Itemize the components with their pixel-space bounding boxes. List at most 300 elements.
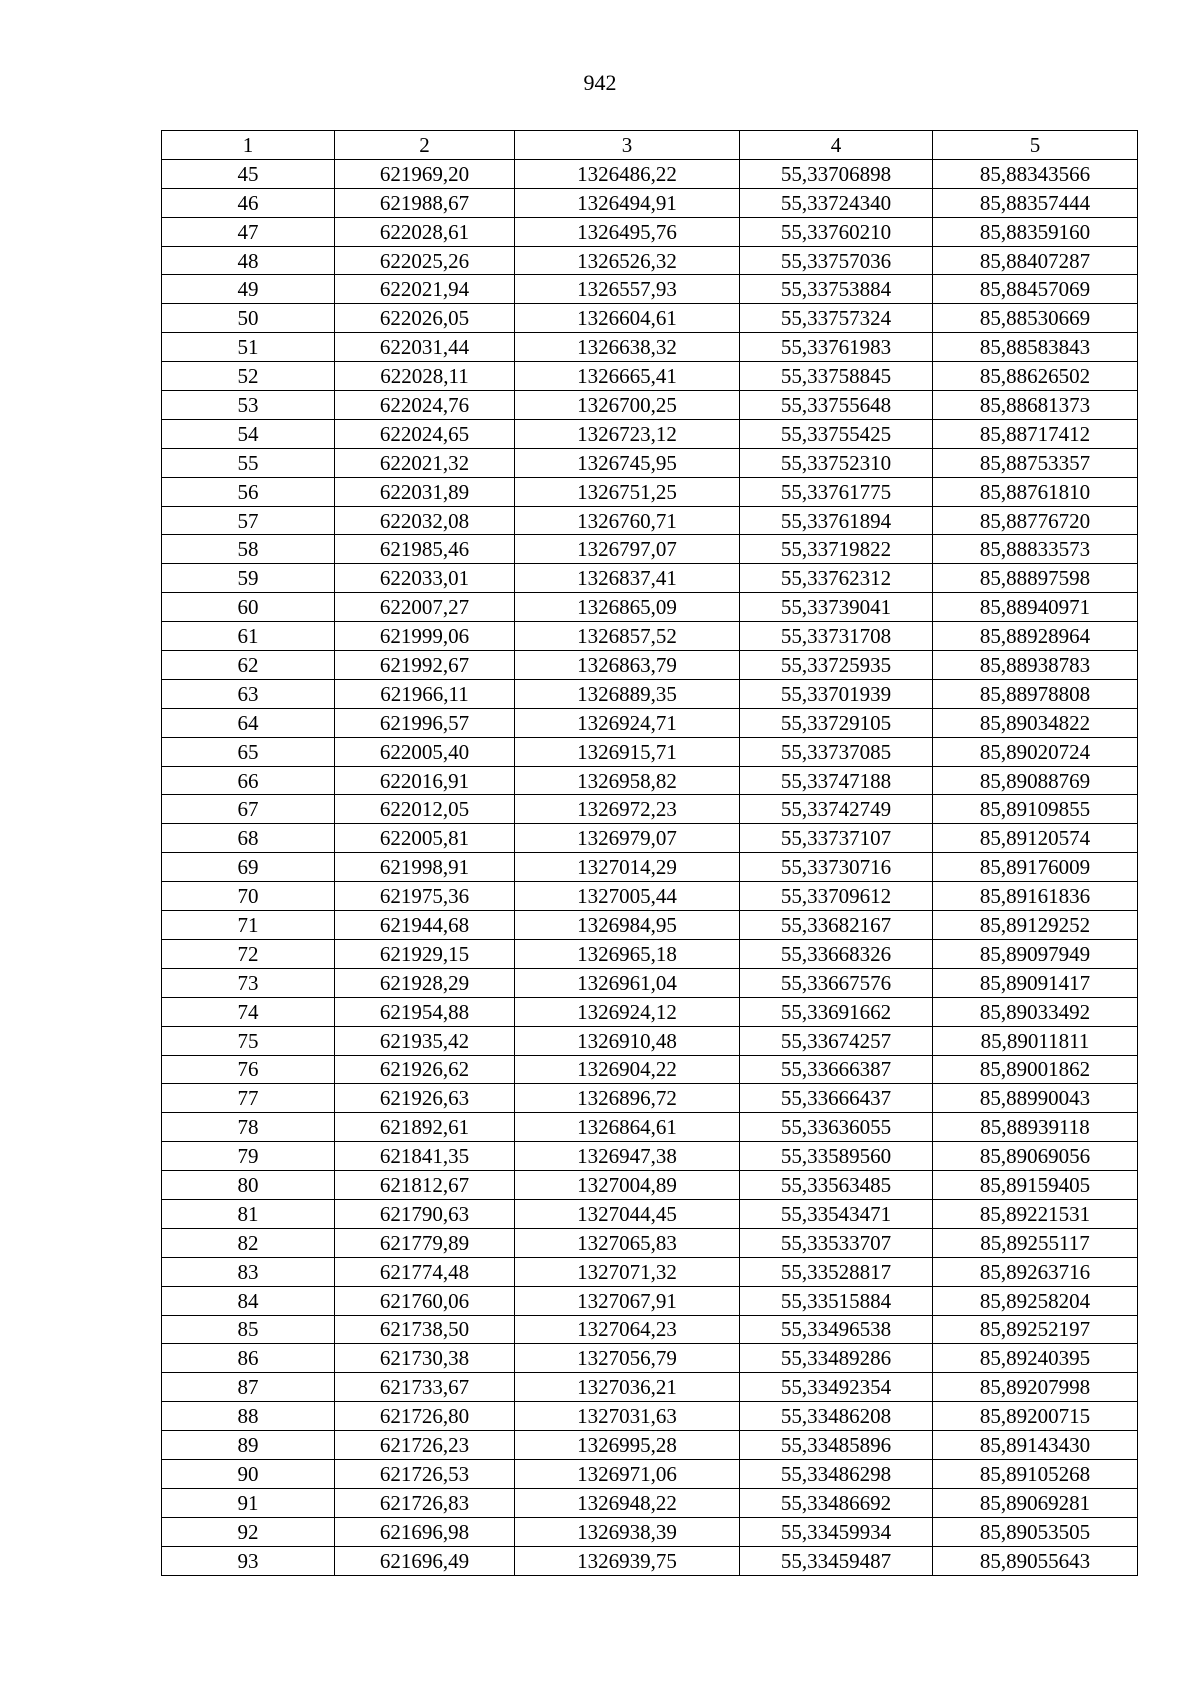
table-cell: 1326915,71 xyxy=(515,737,740,766)
table-cell: 621988,67 xyxy=(335,188,515,217)
table-row xyxy=(162,824,1138,853)
table-cell: 621892,61 xyxy=(335,1113,515,1142)
table-cell: 79 xyxy=(162,1142,335,1171)
table-cell: 621926,62 xyxy=(335,1055,515,1084)
table-cell: 622012,05 xyxy=(335,795,515,824)
table-cell: 85,89034822 xyxy=(933,708,1138,737)
table-cell: 55,33742749 xyxy=(740,795,933,824)
table-cell: 621992,67 xyxy=(335,651,515,680)
table-row xyxy=(162,1373,1138,1402)
table-row xyxy=(162,1431,1138,1460)
column-header: 1 xyxy=(162,131,335,160)
table-cell: 78 xyxy=(162,1113,335,1142)
table-cell: 1326995,28 xyxy=(515,1431,740,1460)
table-cell: 621966,11 xyxy=(335,679,515,708)
table-row xyxy=(162,159,1138,188)
table-cell: 89 xyxy=(162,1431,335,1460)
table-cell: 85,88940971 xyxy=(933,593,1138,622)
table-cell: 1327044,45 xyxy=(515,1199,740,1228)
table-cell: 622021,32 xyxy=(335,448,515,477)
table-cell: 621841,35 xyxy=(335,1142,515,1171)
table-cell: 621812,67 xyxy=(335,1171,515,1200)
table-cell: 621969,20 xyxy=(335,159,515,188)
table-cell: 86 xyxy=(162,1344,335,1373)
table-cell: 1326904,22 xyxy=(515,1055,740,1084)
table-cell: 92 xyxy=(162,1517,335,1546)
table-cell: 71 xyxy=(162,911,335,940)
table-cell: 85,89176009 xyxy=(933,853,1138,882)
table-cell: 1326984,95 xyxy=(515,911,740,940)
table-cell: 1326889,35 xyxy=(515,679,740,708)
table-cell: 70 xyxy=(162,882,335,911)
table-cell: 621779,89 xyxy=(335,1228,515,1257)
table-cell: 53 xyxy=(162,391,335,420)
table-row xyxy=(162,333,1138,362)
table-cell: 85,89221531 xyxy=(933,1199,1138,1228)
table-row xyxy=(162,1459,1138,1488)
column-header: 3 xyxy=(515,131,740,160)
table-row xyxy=(162,535,1138,564)
table-cell: 622028,61 xyxy=(335,217,515,246)
table-cell: 65 xyxy=(162,737,335,766)
table-cell: 55,33725935 xyxy=(740,651,933,680)
table-cell: 1326910,48 xyxy=(515,1026,740,1055)
table-cell: 55,33496538 xyxy=(740,1315,933,1344)
table-row xyxy=(162,477,1138,506)
table-cell: 55,33636055 xyxy=(740,1113,933,1142)
table-cell: 85,88776720 xyxy=(933,506,1138,535)
table-row xyxy=(162,622,1138,651)
table-cell: 621929,15 xyxy=(335,939,515,968)
table-cell: 622026,05 xyxy=(335,304,515,333)
table-cell: 85,89001862 xyxy=(933,1055,1138,1084)
table-row xyxy=(162,1402,1138,1431)
table-cell: 1326965,18 xyxy=(515,939,740,968)
table-row xyxy=(162,968,1138,997)
table-cell: 85,89105268 xyxy=(933,1459,1138,1488)
table-row xyxy=(162,1113,1138,1142)
table-cell: 1327056,79 xyxy=(515,1344,740,1373)
table-cell: 1326865,09 xyxy=(515,593,740,622)
table-cell: 85,89143430 xyxy=(933,1431,1138,1460)
table-cell: 55,33543471 xyxy=(740,1199,933,1228)
table-cell: 81 xyxy=(162,1199,335,1228)
table-cell: 52 xyxy=(162,362,335,391)
table-cell: 59 xyxy=(162,564,335,593)
table-cell: 54 xyxy=(162,419,335,448)
table-cell: 55,33706898 xyxy=(740,159,933,188)
table-cell: 1326972,23 xyxy=(515,795,740,824)
table-cell: 77 xyxy=(162,1084,335,1113)
table-row xyxy=(162,853,1138,882)
table-cell: 51 xyxy=(162,333,335,362)
table-cell: 1327005,44 xyxy=(515,882,740,911)
table-row xyxy=(162,1488,1138,1517)
table-cell: 85,89033492 xyxy=(933,997,1138,1026)
table-cell: 1326604,61 xyxy=(515,304,740,333)
table-row xyxy=(162,275,1138,304)
table-cell: 49 xyxy=(162,275,335,304)
table-cell: 85,88583843 xyxy=(933,333,1138,362)
table-cell: 55,33533707 xyxy=(740,1228,933,1257)
table-cell: 85,89055643 xyxy=(933,1546,1138,1575)
table-cell: 622032,08 xyxy=(335,506,515,535)
table-cell: 55,33666387 xyxy=(740,1055,933,1084)
table-cell: 60 xyxy=(162,593,335,622)
table-cell: 55,33719822 xyxy=(740,535,933,564)
table-row xyxy=(162,419,1138,448)
table-cell: 48 xyxy=(162,246,335,275)
table-cell: 1326864,61 xyxy=(515,1113,740,1142)
table-cell: 1327071,32 xyxy=(515,1257,740,1286)
table-cell: 1326863,79 xyxy=(515,651,740,680)
table-cell: 621774,48 xyxy=(335,1257,515,1286)
table-row xyxy=(162,1315,1138,1344)
table-cell: 85,89255117 xyxy=(933,1228,1138,1257)
table-cell: 91 xyxy=(162,1488,335,1517)
table-cell: 621760,06 xyxy=(335,1286,515,1315)
table-cell: 1326924,12 xyxy=(515,997,740,1026)
table-cell: 87 xyxy=(162,1373,335,1402)
table-cell: 621726,53 xyxy=(335,1459,515,1488)
table-cell: 85,89109855 xyxy=(933,795,1138,824)
table-row xyxy=(162,246,1138,275)
table-cell: 67 xyxy=(162,795,335,824)
table-cell: 56 xyxy=(162,477,335,506)
table-cell: 58 xyxy=(162,535,335,564)
table-cell: 1326979,07 xyxy=(515,824,740,853)
table-cell: 55,33486298 xyxy=(740,1459,933,1488)
table-cell: 1326939,75 xyxy=(515,1546,740,1575)
table-header-row xyxy=(162,131,1138,160)
table-cell: 55,33674257 xyxy=(740,1026,933,1055)
table-row xyxy=(162,1257,1138,1286)
table-cell: 621998,91 xyxy=(335,853,515,882)
table-cell: 88 xyxy=(162,1402,335,1431)
table-cell: 1326495,76 xyxy=(515,217,740,246)
table-cell: 55,33758845 xyxy=(740,362,933,391)
table-cell: 55,33737085 xyxy=(740,737,933,766)
table-cell: 55,33489286 xyxy=(740,1344,933,1373)
table-cell: 1326665,41 xyxy=(515,362,740,391)
table-cell: 1326961,04 xyxy=(515,968,740,997)
table-cell: 55,33459934 xyxy=(740,1517,933,1546)
table-cell: 85,88990043 xyxy=(933,1084,1138,1113)
table-cell: 622033,01 xyxy=(335,564,515,593)
table-row xyxy=(162,708,1138,737)
table-cell: 1326896,72 xyxy=(515,1084,740,1113)
table-cell: 1327067,91 xyxy=(515,1286,740,1315)
table-cell: 1326760,71 xyxy=(515,506,740,535)
table-row xyxy=(162,1084,1138,1113)
table-cell: 85,89120574 xyxy=(933,824,1138,853)
table-cell: 55,33731708 xyxy=(740,622,933,651)
table-cell: 1326947,38 xyxy=(515,1142,740,1171)
table-cell: 55,33563485 xyxy=(740,1171,933,1200)
table-row xyxy=(162,564,1138,593)
table-cell: 621696,98 xyxy=(335,1517,515,1546)
table-cell: 63 xyxy=(162,679,335,708)
table-cell: 85,89258204 xyxy=(933,1286,1138,1315)
table-cell: 1326751,25 xyxy=(515,477,740,506)
table-cell: 69 xyxy=(162,853,335,882)
table-row xyxy=(162,911,1138,940)
table-row xyxy=(162,391,1138,420)
table-cell: 622005,81 xyxy=(335,824,515,853)
table-cell: 85,89240395 xyxy=(933,1344,1138,1373)
table-cell: 55,33747188 xyxy=(740,766,933,795)
table-cell: 622024,76 xyxy=(335,391,515,420)
table-cell: 85,88343566 xyxy=(933,159,1138,188)
table-cell: 85,88978808 xyxy=(933,679,1138,708)
table-cell: 621926,63 xyxy=(335,1084,515,1113)
table-cell: 621928,29 xyxy=(335,968,515,997)
table-cell: 46 xyxy=(162,188,335,217)
table-row xyxy=(162,362,1138,391)
table-row xyxy=(162,1228,1138,1257)
table-cell: 83 xyxy=(162,1257,335,1286)
table-cell: 622024,65 xyxy=(335,419,515,448)
table-cell: 55,33724340 xyxy=(740,188,933,217)
table-cell: 55,33668326 xyxy=(740,939,933,968)
table-cell: 1326723,12 xyxy=(515,419,740,448)
table-cell: 55,33528817 xyxy=(740,1257,933,1286)
table-cell: 61 xyxy=(162,622,335,651)
table-cell: 85 xyxy=(162,1315,335,1344)
table-cell: 621944,68 xyxy=(335,911,515,940)
table-cell: 93 xyxy=(162,1546,335,1575)
table-cell: 85,89200715 xyxy=(933,1402,1138,1431)
table-cell: 621790,63 xyxy=(335,1199,515,1228)
table-row xyxy=(162,939,1138,968)
table-cell: 62 xyxy=(162,651,335,680)
table-cell: 64 xyxy=(162,708,335,737)
table-cell: 85,88928964 xyxy=(933,622,1138,651)
table-cell: 1326526,32 xyxy=(515,246,740,275)
table-cell: 85,89207998 xyxy=(933,1373,1138,1402)
table-cell: 55,33730716 xyxy=(740,853,933,882)
table-cell: 45 xyxy=(162,159,335,188)
table-cell: 55,33757036 xyxy=(740,246,933,275)
table-cell: 50 xyxy=(162,304,335,333)
table-cell: 55,33737107 xyxy=(740,824,933,853)
table-cell: 1327065,83 xyxy=(515,1228,740,1257)
table-body xyxy=(162,131,1138,1576)
table-row xyxy=(162,795,1138,824)
table-row xyxy=(162,304,1138,333)
table-cell: 55,33485896 xyxy=(740,1431,933,1460)
table-cell: 55,33486208 xyxy=(740,1402,933,1431)
column-header: 5 xyxy=(933,131,1138,160)
table-cell: 85,89069281 xyxy=(933,1488,1138,1517)
table-cell: 55,33701939 xyxy=(740,679,933,708)
table-cell: 55,33755648 xyxy=(740,391,933,420)
table-cell: 55,33515884 xyxy=(740,1286,933,1315)
table-cell: 55,33459487 xyxy=(740,1546,933,1575)
table-cell: 84 xyxy=(162,1286,335,1315)
table-row xyxy=(162,882,1138,911)
table-row xyxy=(162,679,1138,708)
table-cell: 1326958,82 xyxy=(515,766,740,795)
table-cell: 55,33761775 xyxy=(740,477,933,506)
table-cell: 85,88457069 xyxy=(933,275,1138,304)
table-cell: 55,33753884 xyxy=(740,275,933,304)
table-cell: 621738,50 xyxy=(335,1315,515,1344)
table-cell: 55,33691662 xyxy=(740,997,933,1026)
table-cell: 621975,36 xyxy=(335,882,515,911)
table-cell: 55,33589560 xyxy=(740,1142,933,1171)
table-cell: 85,89097949 xyxy=(933,939,1138,968)
column-header: 2 xyxy=(335,131,515,160)
table-row xyxy=(162,651,1138,680)
table-cell: 55,33755425 xyxy=(740,419,933,448)
table-cell: 621954,88 xyxy=(335,997,515,1026)
table-cell: 1326557,93 xyxy=(515,275,740,304)
table-row xyxy=(162,448,1138,477)
table-cell: 85,88717412 xyxy=(933,419,1138,448)
table-row xyxy=(162,1142,1138,1171)
table-cell: 85,88897598 xyxy=(933,564,1138,593)
table-cell: 621730,38 xyxy=(335,1344,515,1373)
table-cell: 85,89069056 xyxy=(933,1142,1138,1171)
table-row xyxy=(162,1199,1138,1228)
table-row xyxy=(162,1286,1138,1315)
table-cell: 621696,49 xyxy=(335,1546,515,1575)
table-cell: 55,33761894 xyxy=(740,506,933,535)
table-cell: 85,89129252 xyxy=(933,911,1138,940)
table-row xyxy=(162,1344,1138,1373)
table-cell: 55,33762312 xyxy=(740,564,933,593)
table-cell: 55,33492354 xyxy=(740,1373,933,1402)
table-cell: 1326486,22 xyxy=(515,159,740,188)
table-row xyxy=(162,1546,1138,1575)
table-cell: 85,88357444 xyxy=(933,188,1138,217)
table-cell: 55,33667576 xyxy=(740,968,933,997)
table-cell: 621726,23 xyxy=(335,1431,515,1460)
table-cell: 622016,91 xyxy=(335,766,515,795)
table-cell: 55 xyxy=(162,448,335,477)
table-row xyxy=(162,1517,1138,1546)
table-cell: 85,88753357 xyxy=(933,448,1138,477)
column-header: 4 xyxy=(740,131,933,160)
table-cell: 76 xyxy=(162,1055,335,1084)
table-cell: 85,88407287 xyxy=(933,246,1138,275)
table-cell: 85,88761810 xyxy=(933,477,1138,506)
table-cell: 1327014,29 xyxy=(515,853,740,882)
table-cell: 1326700,25 xyxy=(515,391,740,420)
table-cell: 85,88833573 xyxy=(933,535,1138,564)
table-cell: 85,88938783 xyxy=(933,651,1138,680)
table-cell: 80 xyxy=(162,1171,335,1200)
table-cell: 85,89263716 xyxy=(933,1257,1138,1286)
table-cell: 85,89252197 xyxy=(933,1315,1138,1344)
table-cell: 85,88359160 xyxy=(933,217,1138,246)
table-row xyxy=(162,737,1138,766)
table-row xyxy=(162,593,1138,622)
table-cell: 85,89020724 xyxy=(933,737,1138,766)
table-row xyxy=(162,506,1138,535)
table-cell: 622031,89 xyxy=(335,477,515,506)
table-cell: 621935,42 xyxy=(335,1026,515,1055)
table-cell: 85,89161836 xyxy=(933,882,1138,911)
table-cell: 1327064,23 xyxy=(515,1315,740,1344)
table-cell: 66 xyxy=(162,766,335,795)
table-cell: 74 xyxy=(162,997,335,1026)
table-cell: 1326938,39 xyxy=(515,1517,740,1546)
table-cell: 85,88681373 xyxy=(933,391,1138,420)
table-row xyxy=(162,1026,1138,1055)
table-row xyxy=(162,217,1138,246)
table-cell: 55,33486692 xyxy=(740,1488,933,1517)
table-cell: 622007,27 xyxy=(335,593,515,622)
table-cell: 55,33752310 xyxy=(740,448,933,477)
table-row xyxy=(162,1171,1138,1200)
table-cell: 1326948,22 xyxy=(515,1488,740,1517)
table-cell: 85,89011811 xyxy=(933,1026,1138,1055)
table-cell: 90 xyxy=(162,1459,335,1488)
coordinates-table xyxy=(161,130,1138,1576)
table-cell: 1326797,07 xyxy=(515,535,740,564)
table-cell: 1326745,95 xyxy=(515,448,740,477)
table-cell: 622025,26 xyxy=(335,246,515,275)
table-cell: 55,33760210 xyxy=(740,217,933,246)
table-cell: 621726,83 xyxy=(335,1488,515,1517)
table-row xyxy=(162,766,1138,795)
table-cell: 55,33757324 xyxy=(740,304,933,333)
table-cell: 55,33739041 xyxy=(740,593,933,622)
table-row xyxy=(162,1055,1138,1084)
table-cell: 1326857,52 xyxy=(515,622,740,651)
table-cell: 1326837,41 xyxy=(515,564,740,593)
table-row xyxy=(162,997,1138,1026)
table-cell: 621985,46 xyxy=(335,535,515,564)
table-cell: 85,88939118 xyxy=(933,1113,1138,1142)
table-cell: 622031,44 xyxy=(335,333,515,362)
table-cell: 1326638,32 xyxy=(515,333,740,362)
table-cell: 1327036,21 xyxy=(515,1373,740,1402)
table-cell: 55,33729105 xyxy=(740,708,933,737)
table-cell: 622028,11 xyxy=(335,362,515,391)
table-cell: 622021,94 xyxy=(335,275,515,304)
table-cell: 72 xyxy=(162,939,335,968)
table-cell: 1326494,91 xyxy=(515,188,740,217)
table-cell: 55,33666437 xyxy=(740,1084,933,1113)
table-cell: 75 xyxy=(162,1026,335,1055)
table-row xyxy=(162,188,1138,217)
table-cell: 55,33682167 xyxy=(740,911,933,940)
table-cell: 82 xyxy=(162,1228,335,1257)
table-cell: 621733,67 xyxy=(335,1373,515,1402)
table-cell: 55,33709612 xyxy=(740,882,933,911)
table-cell: 622005,40 xyxy=(335,737,515,766)
table-cell: 1327004,89 xyxy=(515,1171,740,1200)
table-cell: 55,33761983 xyxy=(740,333,933,362)
table-cell: 1327031,63 xyxy=(515,1402,740,1431)
table-cell: 85,89159405 xyxy=(933,1171,1138,1200)
page-number: 942 xyxy=(583,70,617,95)
table-cell: 73 xyxy=(162,968,335,997)
table-cell: 85,88626502 xyxy=(933,362,1138,391)
table-cell: 621999,06 xyxy=(335,622,515,651)
table-cell: 1326971,06 xyxy=(515,1459,740,1488)
table-cell: 85,89091417 xyxy=(933,968,1138,997)
table-cell: 85,89088769 xyxy=(933,766,1138,795)
table-cell: 621996,57 xyxy=(335,708,515,737)
table-cell: 68 xyxy=(162,824,335,853)
table-cell: 85,88530669 xyxy=(933,304,1138,333)
table-cell: 57 xyxy=(162,506,335,535)
table-cell: 47 xyxy=(162,217,335,246)
